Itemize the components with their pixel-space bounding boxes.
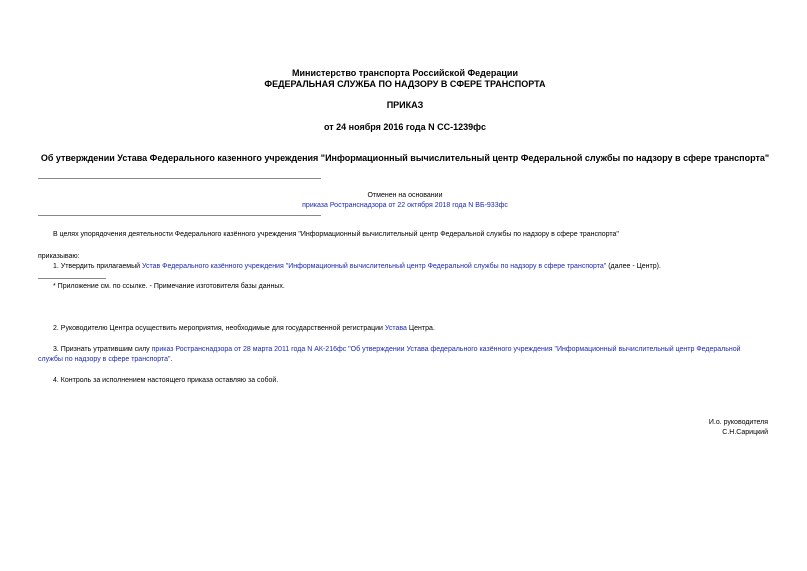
item-2 xyxy=(53,324,435,333)
item-4: 4. Контроль за исполнением настоящего приказа оставляю за собой. xyxy=(53,377,279,384)
signature-position: И.о. руководителя xyxy=(708,419,768,426)
item-3-prefix: 3. Признать утратившим силу xyxy=(53,346,150,353)
repealed-order-link-cont[interactable]: службы по надзору в сфере транспорта" xyxy=(38,356,171,363)
item-1-suffix: (далее - Центр). xyxy=(608,263,661,270)
cancel-note-link[interactable]: приказа Ространснадзора от 22 октября 2018 года N ВБ-933фс xyxy=(302,202,508,209)
item-2-prefix: 2. Руководителю Центра осуществить мероприятия, необходимые для государственной регистрации xyxy=(53,325,383,332)
cancel-note-label: Отменен на основании xyxy=(367,192,443,199)
repealed-order-link[interactable]: приказ Ространснадзора от 28 марта 2011 года N АК-216фс "Об утверждении Устава федерального казённого учреждения "Информационный вычислительный центр Федеральной xyxy=(151,346,741,353)
charter-link[interactable]: Устав Федерального казённого учреждения "Информационный вычислительный центр Федеральной службы по надзору в сфере транспорта" xyxy=(141,263,607,270)
order-word: приказываю: xyxy=(38,253,80,260)
document-date-number: от 24 ноября 2016 года N СС-1239фс xyxy=(323,122,487,132)
divider-top xyxy=(38,178,321,179)
item-3-suffix: . xyxy=(170,356,173,363)
item-3-line2 xyxy=(38,355,172,364)
footnote-text: * Приложение см. по ссылке. - Примечание изготовителя базы данных. xyxy=(53,283,285,290)
preamble-text: В целях упорядочения деятельности Федерального казённого учреждения "Информационный вычислительный центр Федеральной службы по надзору в сфере транспорта" xyxy=(53,231,619,238)
item-1 xyxy=(53,262,661,271)
document-title: Об утверждении Устава Федерального казенного учреждения "Информационный вычислительный центр Федеральной службы по надзору в сфере транспорта" xyxy=(40,153,770,163)
ministry-name: Министерство транспорта Российской Федерации xyxy=(292,68,518,78)
item-1-prefix: 1. Утвердить прилагаемый xyxy=(53,263,141,270)
divider-bottom xyxy=(38,215,321,216)
signature-name: С.Н.Сарицкий xyxy=(722,429,768,436)
item-2-suffix: Центра. xyxy=(408,325,435,332)
footnote-divider xyxy=(38,278,106,279)
item-3-line1 xyxy=(53,345,741,354)
charter-link-2[interactable]: Устава xyxy=(384,325,407,332)
service-name: ФЕДЕРАЛЬНАЯ СЛУЖБА ПО НАДЗОРУ В СФЕРЕ ТРАНСПОРТА xyxy=(264,79,546,89)
document-type: ПРИКАЗ xyxy=(386,100,424,110)
